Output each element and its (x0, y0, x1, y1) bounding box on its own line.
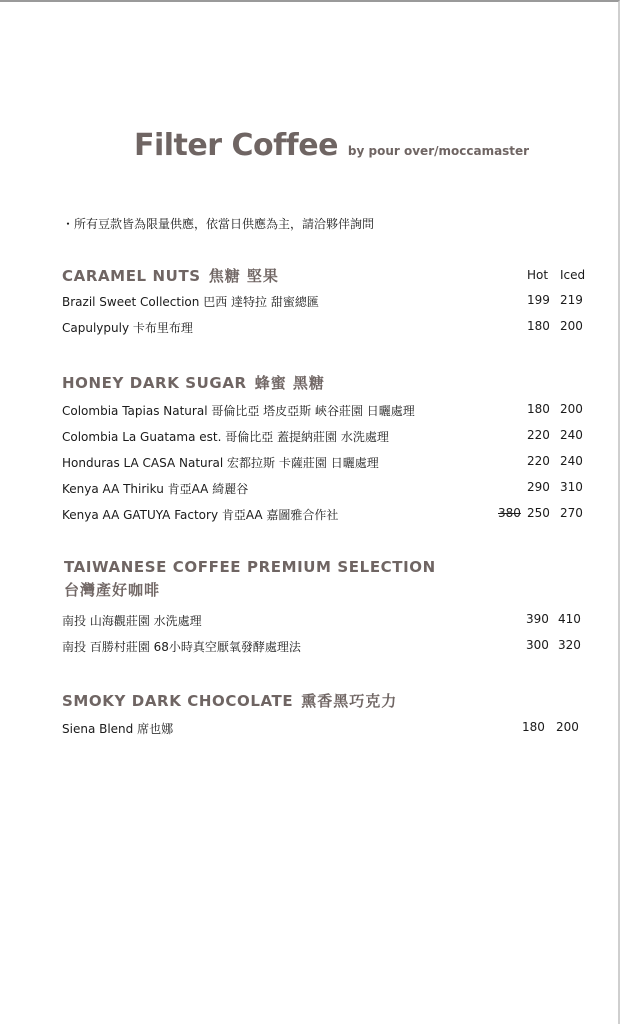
menu-item (62, 293, 592, 311)
item-price-hot: 180 (522, 720, 545, 734)
item-price-iced: 200 (560, 319, 583, 333)
item-price-iced: 310 (560, 480, 583, 494)
item-name: 南投 百勝村莊園 68小時真空厭氧發酵處理法 (62, 640, 301, 654)
page-title: Filter Coffee (134, 128, 338, 163)
section-honey-dark-sugar-heading (62, 372, 325, 393)
section-smoky-dark-chocolate-heading (62, 690, 397, 711)
column-iced: Iced (560, 268, 586, 282)
page-subtitle: by pour over/moccamaster (347, 144, 530, 158)
menu-item (62, 480, 592, 498)
section-title-zh: 熏香黑巧克力 (301, 692, 398, 710)
section-title-zh: 焦糖 堅果 (208, 267, 279, 285)
item-price-iced: 219 (560, 293, 583, 307)
availability-note: ・所有豆款皆為限量供應，依當日供應為主，請洽夥伴詢問 (62, 217, 375, 231)
item-name: Kenya AA Thiriku 肯亞AA 綺麗谷 (62, 482, 249, 496)
column-hot: Hot (527, 268, 549, 282)
item-price-hot: 180 (527, 402, 550, 416)
item-name: 南投 山海觀莊園 水洗處理 (62, 614, 202, 628)
item-name: Kenya AA GATUYA Factory 肯亞AA 嘉圖雅合作社 (62, 508, 339, 522)
item-price-hot: 220 (527, 428, 550, 442)
menu-item (62, 612, 592, 630)
item-price-iced: 200 (556, 720, 579, 734)
menu-item (62, 428, 592, 446)
menu-item (62, 319, 592, 337)
menu-header (134, 128, 529, 163)
section-title: TAIWANESE COFFEE PREMIUM SELECTION (64, 558, 436, 576)
item-price-iced: 320 (558, 638, 581, 652)
item-name: Colombia Tapias Natural 哥倫比亞 塔皮亞斯 峽谷莊園 日曬處理 (62, 404, 415, 418)
item-name: Siena Blend 席也娜 (62, 722, 174, 736)
item-name: Capulypuly 卡布里布理 (62, 321, 193, 335)
item-price-hot: 290 (527, 480, 550, 494)
item-price-iced: 240 (560, 454, 583, 468)
section-title-zh: 台灣產好咖啡 (64, 581, 161, 599)
item-name: Honduras LA CASA Natural 宏都拉斯 卡薩莊園 日曬處理 (62, 456, 379, 470)
section-title: SMOKY DARK CHOCOLATE (62, 692, 294, 710)
item-price-iced: 270 (560, 506, 583, 520)
item-price-iced: 410 (558, 612, 581, 626)
item-name: Colombia La Guatama est. 哥倫比亞 蓋提納莊園 水洗處理 (62, 430, 389, 444)
item-price-hot: 250 (527, 506, 550, 520)
item-price-hot: 220 (527, 454, 550, 468)
item-name: Brazil Sweet Collection 巴西 達特拉 甜蜜總匯 (62, 295, 319, 309)
item-price-hot: 199 (527, 293, 550, 307)
item-price-hot: 390 (526, 612, 549, 626)
menu-item (62, 638, 592, 656)
menu-item (62, 402, 592, 420)
section-title: CARAMEL NUTS (62, 267, 201, 285)
item-price-old: 380 (498, 506, 521, 520)
item-price-hot: 180 (527, 319, 550, 333)
menu-item (62, 720, 592, 738)
item-price-iced: 240 (560, 428, 583, 442)
item-price-iced: 200 (560, 402, 583, 416)
menu-item (62, 454, 592, 472)
menu-item (62, 506, 592, 524)
section-taiwanese-premium-heading (64, 558, 436, 600)
section-title: HONEY DARK SUGAR (62, 374, 247, 392)
section-title-zh: 蜂蜜 黑糖 (254, 374, 325, 392)
section-caramel-nuts-heading (62, 265, 279, 286)
item-price-hot: 300 (526, 638, 549, 652)
